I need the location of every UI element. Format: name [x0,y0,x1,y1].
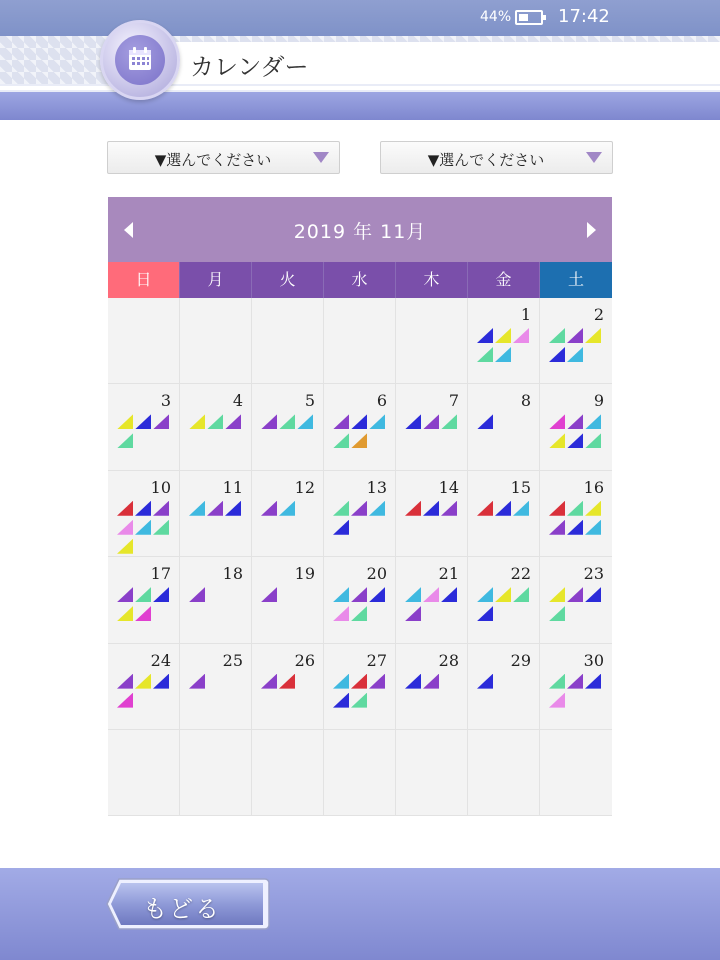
triangle-mark-icon [333,693,349,708]
triangle-mark-icon [351,414,367,429]
day-number: 26 [294,650,315,670]
battery-percentage: 44% [480,9,512,25]
back-button-label: もどる [143,895,221,923]
triangle-mark-icon [135,414,151,429]
triangle-mark-icon [333,674,349,689]
triangle-mark-icon [135,606,151,621]
day-marks [477,501,531,516]
calendar-day-cell[interactable] [540,471,612,557]
day-marks [117,587,171,621]
empty-day-cell [180,730,252,816]
day-marks [333,414,387,448]
day-marks [333,674,387,708]
triangle-mark-icon [117,520,133,535]
triangle-mark-icon [549,674,565,689]
triangle-mark-icon [369,587,385,602]
triangle-mark-icon [423,414,439,429]
triangle-mark-icon [135,587,151,602]
day-number: 10 [150,477,171,497]
triangle-mark-icon [405,606,421,621]
page-title: カレンダー [190,53,309,81]
day-number: 16 [583,477,604,497]
empty-day-cell [396,730,468,816]
calendar-day-cell[interactable] [396,644,468,730]
calendar-day-cell[interactable] [468,644,540,730]
triangle-mark-icon [441,414,457,429]
day-number: 7 [448,391,459,411]
triangle-mark-icon [153,501,169,516]
day-marks [405,501,459,516]
day-marks [549,501,603,535]
day-number: 11 [222,477,243,497]
calendar-day-cell[interactable] [468,557,540,643]
triangle-mark-icon [567,520,583,535]
triangle-mark-icon [117,693,133,708]
triangle-mark-icon [567,587,583,602]
triangle-mark-icon [351,674,367,689]
battery-icon [515,10,543,25]
triangle-mark-icon [567,501,583,516]
triangle-mark-icon [585,501,601,516]
triangle-mark-icon [189,674,205,689]
triangle-mark-icon [333,414,349,429]
triangle-mark-icon [351,606,367,621]
day-marks [333,501,387,535]
triangle-mark-icon [333,501,349,516]
day-number: 20 [366,564,387,584]
triangle-mark-icon [333,433,349,448]
triangle-mark-icon [567,414,583,429]
day-marks [117,674,171,708]
day-number: 21 [438,564,459,584]
triangle-mark-icon [549,606,565,621]
triangle-mark-icon [189,414,205,429]
day-marks [549,328,603,362]
day-number: 24 [150,650,171,670]
calendar-day-cell[interactable] [180,557,252,643]
triangle-mark-icon [351,433,367,448]
weekday-header: 月 [180,262,252,298]
weekday-header: 日 [108,262,180,298]
triangle-mark-icon [351,587,367,602]
day-marks [189,501,243,516]
clock: 17:42 [558,6,610,27]
triangle-mark-icon [477,501,493,516]
triangle-mark-icon [477,347,493,362]
dropdown-arrow-icon [313,152,329,163]
triangle-mark-icon [495,501,511,516]
triangle-mark-icon [567,328,583,343]
triangle-mark-icon [549,587,565,602]
triangle-mark-icon [279,414,295,429]
day-number: 6 [376,391,387,411]
triangle-mark-icon [495,328,511,343]
triangle-mark-icon [405,414,421,429]
day-marks [261,587,315,602]
header-divider [0,86,720,90]
weekday-header: 水 [324,262,396,298]
triangle-mark-icon [207,414,223,429]
triangle-mark-icon [297,414,313,429]
triangle-mark-icon [117,587,133,602]
day-number: 4 [232,391,243,411]
triangle-mark-icon [567,347,583,362]
day-marks [477,414,531,429]
triangle-mark-icon [585,433,601,448]
calendar-icon [100,20,180,100]
triangle-mark-icon [405,674,421,689]
calendar-day-cell[interactable] [324,557,396,643]
day-marks [477,587,531,621]
calendar-day-cell[interactable] [540,384,612,470]
empty-day-cell [324,730,396,816]
day-number: 19 [294,564,315,584]
empty-day-cell [252,298,324,384]
day-number: 17 [150,564,171,584]
triangle-mark-icon [135,520,151,535]
calendar-day-cell[interactable] [540,557,612,643]
weekday-header: 土 [540,262,612,298]
triangle-mark-icon [549,520,565,535]
triangle-mark-icon [153,587,169,602]
triangle-mark-icon [585,674,601,689]
triangle-mark-icon [549,414,565,429]
calendar-day-cell[interactable] [396,384,468,470]
triangle-mark-icon [567,674,583,689]
month-title: 2019 年 11月 [293,221,427,243]
day-marks [405,674,459,689]
calendar-day-cell[interactable] [324,384,396,470]
triangle-mark-icon [279,501,295,516]
day-number: 3 [160,391,171,411]
triangle-mark-icon [261,414,277,429]
empty-day-cell [108,730,180,816]
day-number: 9 [593,391,604,411]
triangle-mark-icon [189,501,205,516]
day-number: 13 [366,477,387,497]
next-month-arrow-icon[interactable] [587,222,596,238]
day-marks [549,674,603,708]
calendar [108,197,612,816]
day-marks [189,414,243,429]
triangle-mark-icon [261,501,277,516]
day-number: 2 [593,305,604,324]
empty-day-cell [468,730,540,816]
filter-select-left[interactable] [107,141,340,174]
empty-day-cell [252,730,324,816]
day-marks [477,674,531,689]
triangle-mark-icon [369,501,385,516]
triangle-mark-icon [585,328,601,343]
header-accent-band [0,92,720,120]
triangle-mark-icon [333,587,349,602]
triangle-mark-icon [117,433,133,448]
triangle-mark-icon [585,587,601,602]
calendar-day-cell[interactable] [396,471,468,557]
triangle-mark-icon [369,414,385,429]
triangle-mark-icon [279,674,295,689]
calendar-day-cell[interactable] [396,557,468,643]
triangle-mark-icon [261,587,277,602]
triangle-mark-icon [567,433,583,448]
day-marks [405,587,459,621]
triangle-mark-icon [153,674,169,689]
triangle-mark-icon [495,587,511,602]
triangle-mark-icon [477,587,493,602]
triangle-mark-icon [117,539,133,554]
calendar-day-cell[interactable] [324,471,396,557]
triangle-mark-icon [333,606,349,621]
calendar-day-cell[interactable] [180,644,252,730]
calendar-day-cell[interactable] [180,471,252,557]
calendar-day-cell[interactable] [324,644,396,730]
triangle-mark-icon [513,328,529,343]
weekday-header-row [108,262,612,298]
triangle-mark-icon [549,347,565,362]
empty-day-cell [180,298,252,384]
filter-select-label: ▼選んでください [427,151,545,169]
day-number: 14 [438,477,459,497]
triangle-mark-icon [549,693,565,708]
day-marks [117,414,171,448]
triangle-mark-icon [135,674,151,689]
weekday-header: 金 [468,262,540,298]
triangle-mark-icon [261,674,277,689]
calendar-day-cell[interactable] [252,471,324,557]
calendar-day-cell[interactable] [108,384,180,470]
triangle-mark-icon [477,414,493,429]
triangle-mark-icon [369,674,385,689]
calendar-day-cell[interactable] [252,557,324,643]
filter-select-label: ▼選んでください [154,151,272,169]
day-marks [261,414,315,429]
day-marks [261,674,315,689]
triangle-mark-icon [117,606,133,621]
triangle-mark-icon [495,347,511,362]
dropdown-arrow-icon [586,152,602,163]
calendar-grid [108,298,612,816]
calendar-day-cell[interactable] [252,644,324,730]
triangle-mark-icon [117,501,133,516]
triangle-mark-icon [549,328,565,343]
empty-day-cell [396,298,468,384]
calendar-day-cell[interactable] [108,557,180,643]
triangle-mark-icon [513,501,529,516]
calendar-day-cell[interactable] [540,298,612,384]
day-number: 18 [222,564,243,584]
triangle-mark-icon [477,606,493,621]
day-marks [189,587,243,602]
calendar-day-cell[interactable] [468,298,540,384]
day-number: 28 [438,650,459,670]
day-marks [549,587,603,621]
triangle-mark-icon [405,587,421,602]
triangle-mark-icon [135,501,151,516]
triangle-mark-icon [153,520,169,535]
triangle-mark-icon [153,414,169,429]
day-number: 30 [583,650,604,670]
triangle-mark-icon [477,328,493,343]
triangle-mark-icon [441,501,457,516]
triangle-mark-icon [513,587,529,602]
triangle-mark-icon [207,501,223,516]
day-marks [549,414,603,448]
day-marks [405,414,459,429]
triangle-mark-icon [423,674,439,689]
triangle-mark-icon [585,520,601,535]
triangle-mark-icon [549,501,565,516]
status-bar [0,0,720,36]
day-marks [117,501,171,554]
day-number: 15 [510,477,531,497]
calendar-day-cell[interactable] [468,471,540,557]
day-marks [189,674,243,689]
day-number: 8 [520,391,531,411]
empty-day-cell [540,730,612,816]
triangle-mark-icon [117,674,133,689]
calendar-day-cell[interactable] [468,384,540,470]
triangle-mark-icon [549,433,565,448]
triangle-mark-icon [225,414,241,429]
triangle-mark-icon [423,587,439,602]
filter-select-right[interactable] [380,141,613,174]
day-number: 25 [222,650,243,670]
calendar-day-cell[interactable] [108,644,180,730]
day-marks [261,501,315,516]
calendar-month-header [108,197,612,262]
triangle-mark-icon [423,501,439,516]
day-number: 1 [520,305,531,324]
triangle-mark-icon [189,587,205,602]
day-number: 23 [583,564,604,584]
triangle-mark-icon [405,501,421,516]
day-number: 5 [304,391,315,411]
triangle-mark-icon [351,501,367,516]
triangle-mark-icon [585,414,601,429]
triangle-mark-icon [441,587,457,602]
calendar-day-cell[interactable] [180,384,252,470]
day-number: 27 [366,650,387,670]
calendar-glyph-icon [127,46,153,72]
calendar-day-cell[interactable] [108,471,180,557]
empty-day-cell [108,298,180,384]
empty-day-cell [324,298,396,384]
day-marks [333,587,387,621]
weekday-header: 火 [252,262,324,298]
triangle-mark-icon [225,501,241,516]
triangle-mark-icon [477,674,493,689]
day-number: 12 [294,477,315,497]
weekday-header: 木 [396,262,468,298]
day-marks [477,328,531,362]
triangle-mark-icon [333,520,349,535]
calendar-day-cell[interactable] [540,644,612,730]
triangle-mark-icon [351,693,367,708]
day-number: 29 [510,650,531,670]
calendar-day-cell[interactable] [252,384,324,470]
triangle-mark-icon [117,414,133,429]
back-button[interactable] [105,877,271,931]
day-number: 22 [510,564,531,584]
